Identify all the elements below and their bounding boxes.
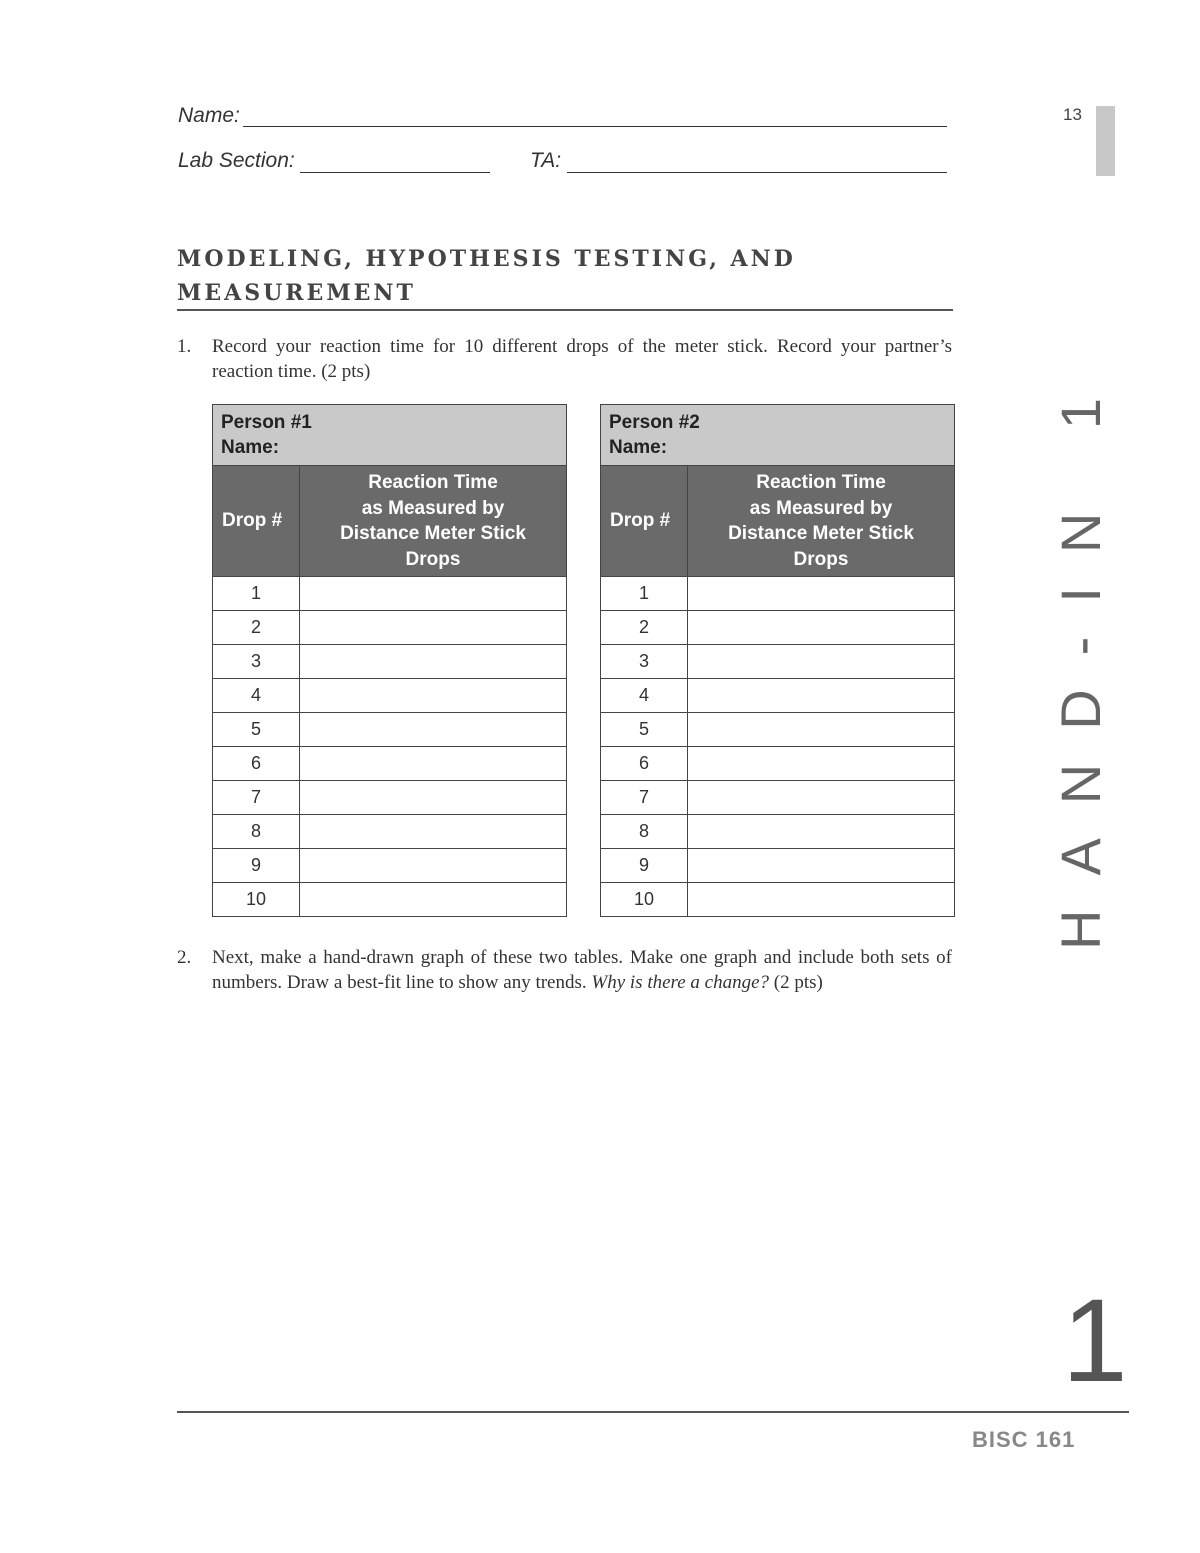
ta-field[interactable] <box>567 172 947 173</box>
table-row <box>213 815 567 849</box>
table-row <box>601 611 955 645</box>
drop-number-header: Drop # <box>601 466 688 577</box>
question-1-number: 1. <box>177 336 192 357</box>
drop-number: 1 <box>213 577 300 611</box>
drop-number: 5 <box>213 713 300 747</box>
ta-label: TA: <box>530 149 562 172</box>
person-1-label: Person #1 <box>221 412 312 433</box>
section-title <box>177 242 957 310</box>
drop-number: 8 <box>601 815 688 849</box>
reaction-time-cell[interactable] <box>688 747 955 781</box>
reaction-time-cell[interactable] <box>688 883 955 917</box>
reaction-time-cell[interactable] <box>688 781 955 815</box>
lab-section-label: Lab Section: <box>178 149 295 172</box>
drop-number: 3 <box>213 645 300 679</box>
reaction-time-cell[interactable] <box>300 713 567 747</box>
section-title-line-1: MODELING, HYPOTHESIS TESTING, AND <box>177 246 796 272</box>
table-row <box>601 747 955 781</box>
question-2-number: 2. <box>177 947 192 968</box>
drop-number: 4 <box>601 679 688 713</box>
reaction-time-cell[interactable] <box>688 611 955 645</box>
drop-number: 4 <box>213 679 300 713</box>
reaction-time-cell[interactable] <box>300 577 567 611</box>
drop-number: 6 <box>213 747 300 781</box>
table-row <box>601 849 955 883</box>
table-row <box>213 747 567 781</box>
reaction-time-cell[interactable] <box>688 679 955 713</box>
person-1-header <box>213 405 567 466</box>
table-row <box>601 679 955 713</box>
reaction-time-header: Reaction Time as Measured by Distance Meter Stick Drops <box>688 466 955 577</box>
drop-number: 2 <box>213 611 300 645</box>
drop-number: 8 <box>213 815 300 849</box>
table-row <box>601 713 955 747</box>
reaction-time-cell[interactable] <box>300 883 567 917</box>
question-2-body: Next, make a hand-drawn graph of these two tables. Make one graph and include both sets of numbers. Draw a best-fit line to show any trends. <box>212 947 952 993</box>
table-row <box>213 883 567 917</box>
drop-number: 3 <box>601 645 688 679</box>
reaction-time-cell[interactable] <box>300 849 567 883</box>
section-rule <box>177 309 953 311</box>
name-label: Name: <box>178 104 240 127</box>
lab-section-field[interactable] <box>300 172 490 173</box>
reaction-time-cell[interactable] <box>300 645 567 679</box>
drop-number: 9 <box>601 849 688 883</box>
table-row <box>213 713 567 747</box>
chapter-side-tab <box>1096 106 1115 176</box>
table-row <box>601 577 955 611</box>
reaction-time-cell[interactable] <box>300 781 567 815</box>
table-row <box>213 849 567 883</box>
drop-number: 10 <box>601 883 688 917</box>
reaction-time-cell[interactable] <box>300 611 567 645</box>
table-row <box>601 815 955 849</box>
table-row <box>601 645 955 679</box>
drop-number: 2 <box>601 611 688 645</box>
table-row <box>213 611 567 645</box>
reaction-time-cell[interactable] <box>300 679 567 713</box>
person-2-header <box>601 405 955 466</box>
question-2-italic: Why is there a change? <box>591 972 770 993</box>
drop-number: 10 <box>213 883 300 917</box>
drop-number: 6 <box>601 747 688 781</box>
drop-number-header: Drop # <box>213 466 300 577</box>
table-row <box>601 781 955 815</box>
reaction-time-cell[interactable] <box>688 645 955 679</box>
page-number: 13 <box>1063 105 1082 124</box>
question-2-points: (2 pts) <box>773 972 823 993</box>
drop-number: 5 <box>601 713 688 747</box>
reaction-time-cell[interactable] <box>688 577 955 611</box>
table-row <box>213 679 567 713</box>
table-row <box>601 883 955 917</box>
question-2-text <box>212 945 952 995</box>
reaction-time-cell[interactable] <box>300 815 567 849</box>
drop-number: 7 <box>601 781 688 815</box>
person-1-rows <box>213 577 567 917</box>
drop-number: 9 <box>213 849 300 883</box>
footer-rule <box>177 1411 1129 1413</box>
hand-in-side-label: HAND-IN 1 <box>1049 363 1112 950</box>
drop-number: 7 <box>213 781 300 815</box>
person-2-rows <box>601 577 955 917</box>
reaction-time-cell[interactable] <box>688 713 955 747</box>
reaction-time-header: Reaction Time as Measured by Distance Meter Stick Drops <box>300 466 567 577</box>
chapter-number: 1 <box>1062 1275 1128 1407</box>
reaction-table-person-2 <box>600 404 955 917</box>
person-2-name-label: Name: <box>609 437 668 458</box>
reaction-table-person-1 <box>212 404 567 917</box>
table-row <box>213 577 567 611</box>
reaction-time-cell[interactable] <box>300 747 567 781</box>
drop-number: 1 <box>601 577 688 611</box>
question-1-text: Record your reaction time for 10 different drops of the meter stick. Record your partner’s reaction time. (2 pts) <box>212 336 952 382</box>
name-field[interactable] <box>243 126 947 127</box>
footer-course-code: BISC 161 <box>972 1427 1076 1452</box>
table-row <box>213 781 567 815</box>
reaction-time-cell[interactable] <box>688 815 955 849</box>
section-title-line-2: MEASUREMENT <box>177 280 416 306</box>
reaction-time-cell[interactable] <box>688 849 955 883</box>
table-row <box>213 645 567 679</box>
person-1-name-label: Name: <box>221 437 280 458</box>
person-2-label: Person #2 <box>609 412 700 433</box>
